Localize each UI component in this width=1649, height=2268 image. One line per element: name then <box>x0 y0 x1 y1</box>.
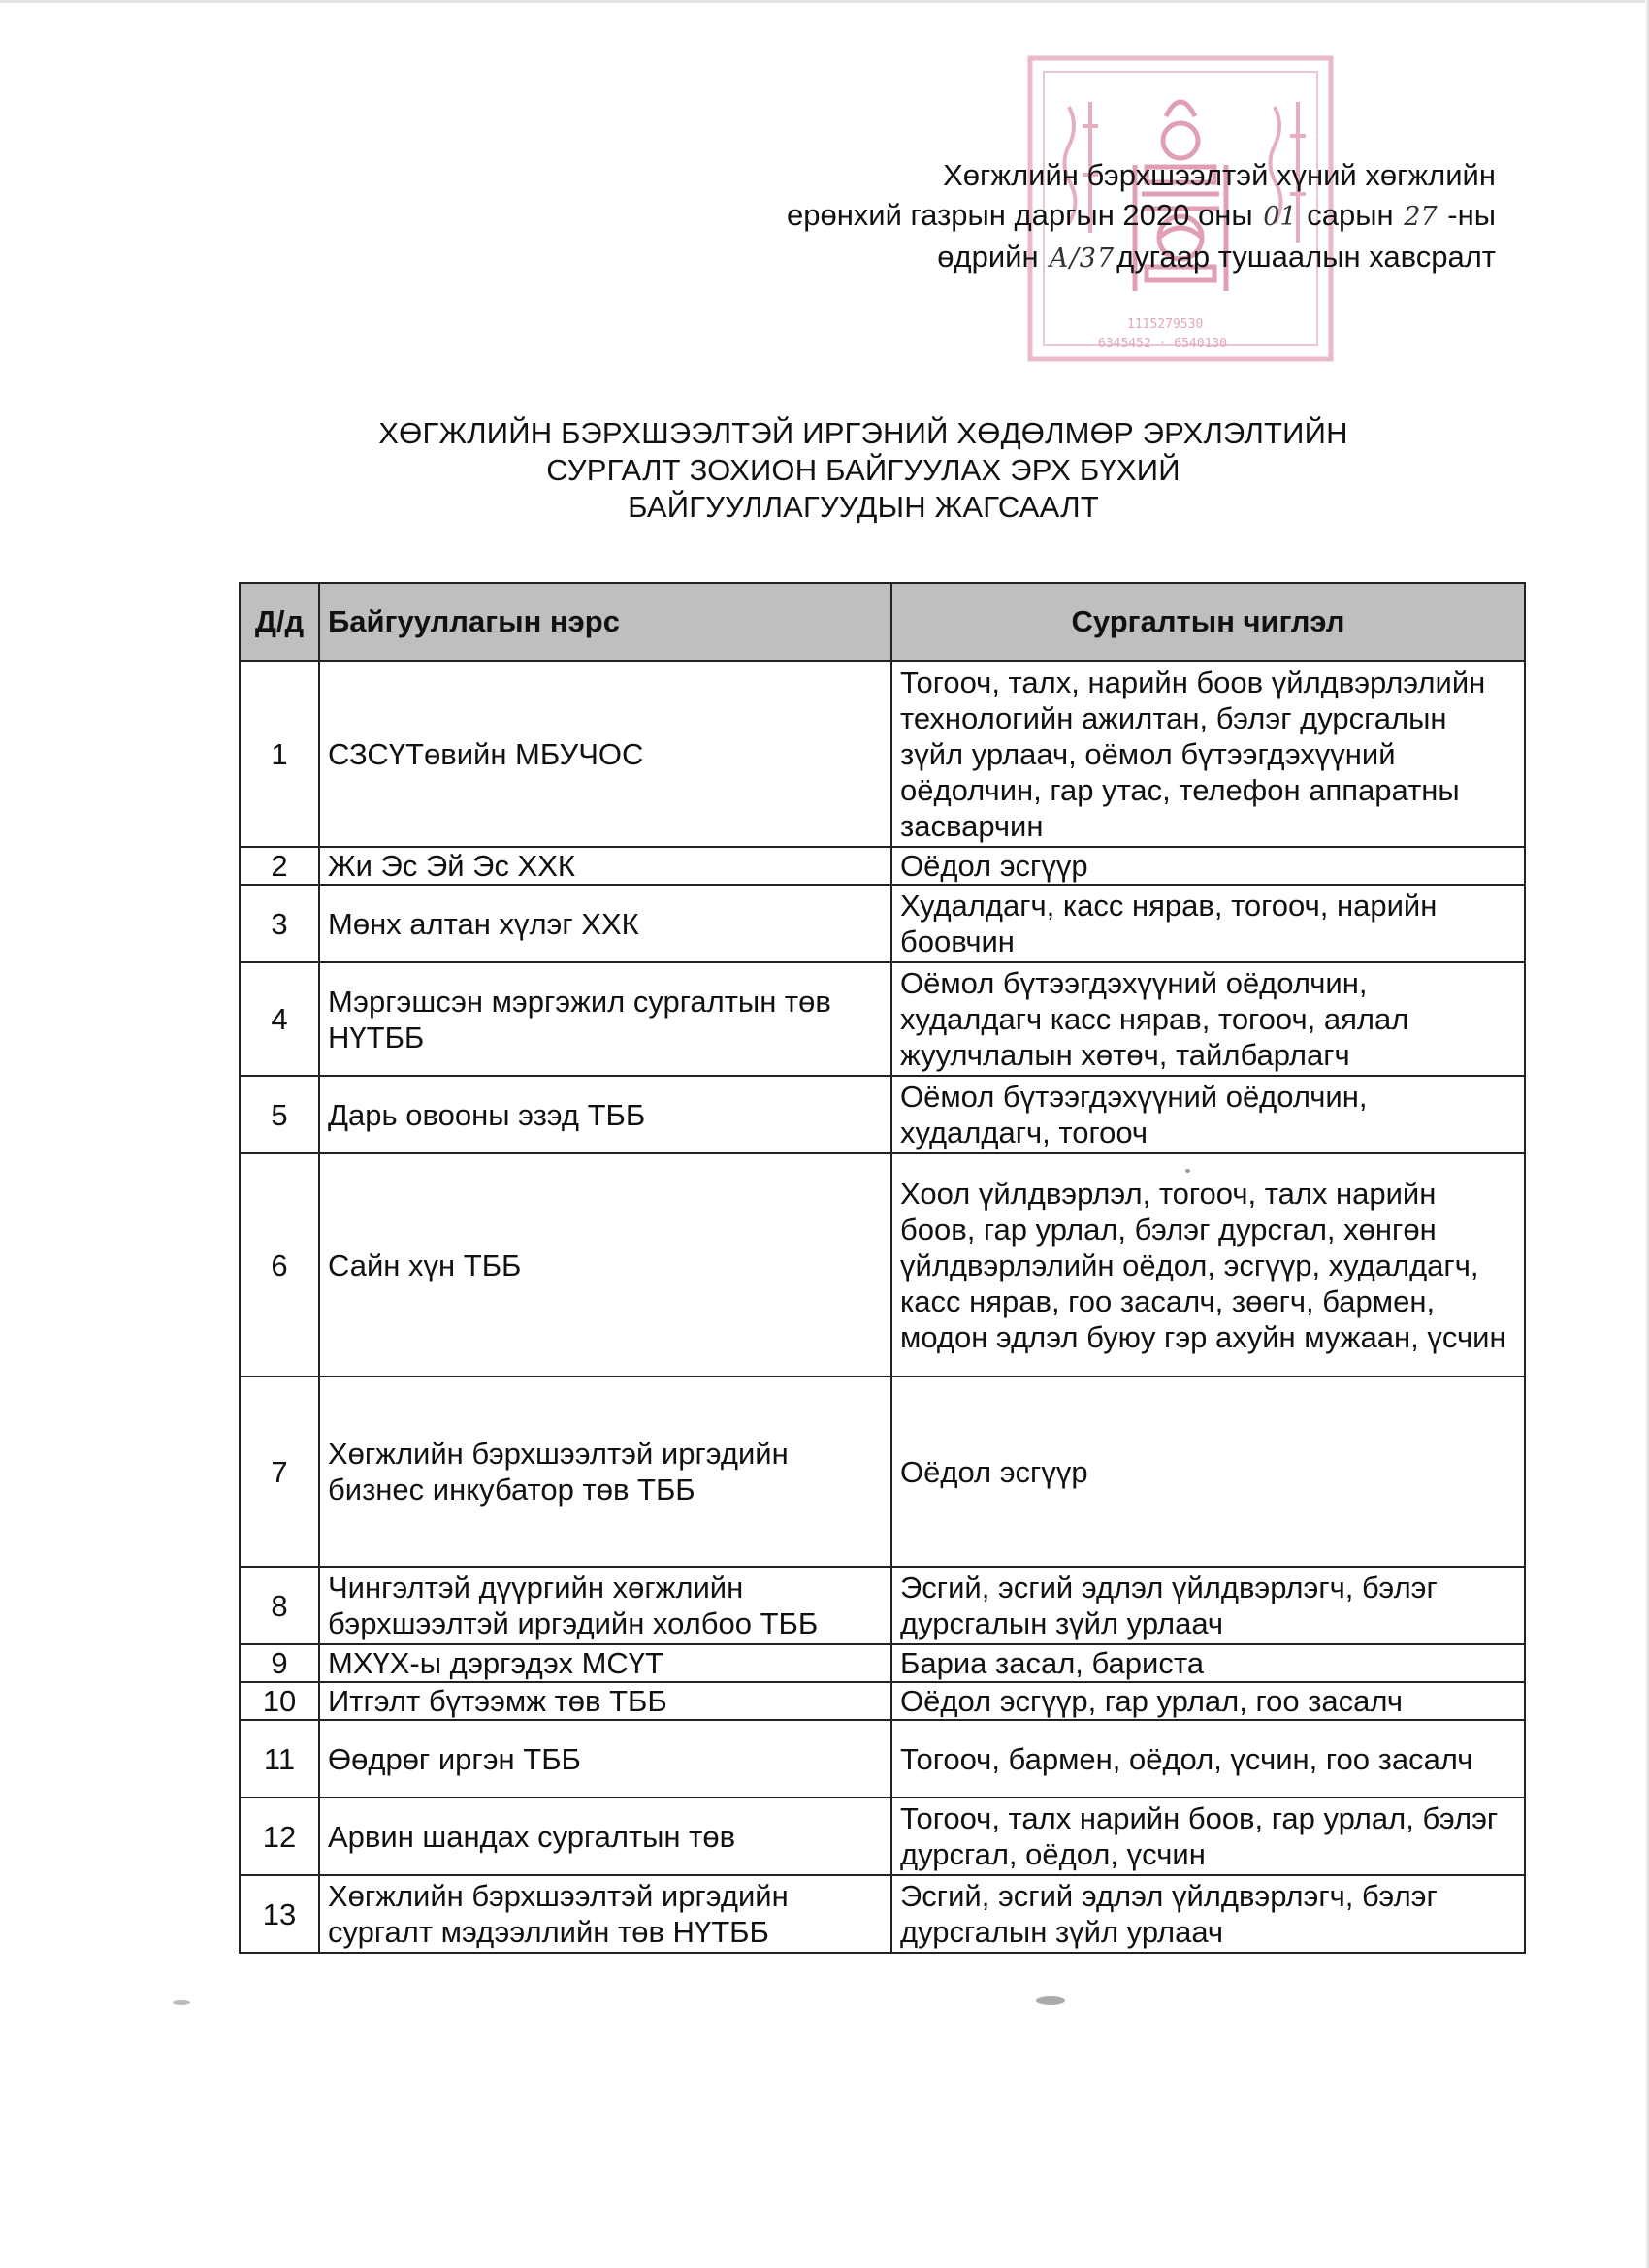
organization-name: СЗСҮТөвийн МБУЧОС <box>319 661 891 847</box>
title-line-1: ХӨГЖЛИЙН БЭРХШЭЭЛТЭЙ ИРГЭНИЙ ХӨДӨЛМӨР ЭРХЛЭЛТИЙН <box>378 416 1348 450</box>
appendix-month-label: сарын <box>1307 198 1394 232</box>
header-organization-name: Байгууллагын нэрс <box>319 583 891 661</box>
appendix-line-2 <box>623 195 1496 237</box>
training-direction: Тогооч, талх нарийн боов, гар урлал, бэлэг дурсгал, оёдол, үсчин <box>891 1798 1525 1875</box>
organization-name: Мөнх алтан хүлэг ХХК <box>319 885 891 962</box>
handwritten-order-number: А/37 <box>1049 243 1116 274</box>
table-row <box>240 885 1525 962</box>
appendix-line-3-end: дугаар тушаалын хавсралт <box>1116 240 1496 274</box>
table-row <box>240 1076 1525 1153</box>
seal-code-2: 6345452 · 6540130 <box>1098 337 1228 351</box>
row-number: 6 <box>240 1153 319 1377</box>
appendix-reference <box>623 155 1496 278</box>
organizations-table <box>239 582 1526 1954</box>
scan-edge <box>0 0 1649 3</box>
table-row <box>240 1682 1525 1720</box>
table-row <box>240 1377 1525 1567</box>
header-training-direction: Сургалтын чиглэл <box>891 583 1525 661</box>
training-direction: Тогооч, талх, нарийн боов үйлдвэрлэлийн технологийн ажилтан, бэлэг дурсгалын зүйл урлаач, оёмол бүтээгдэхүүний оёдолчин, гар утас, телефон аппаратны засварчин <box>891 661 1525 847</box>
training-direction: Оёмол бүтээгдэхүүний оёдолчин, худалдагч, тогооч <box>891 1076 1525 1153</box>
appendix-line-2-text: ерөнхий газрын даргын 2020 оны <box>786 198 1253 232</box>
organization-name: Дарь овооны эзэд ТББ <box>319 1076 891 1153</box>
appendix-line-3 <box>623 237 1496 278</box>
organization-name: Өөдрөг иргэн ТББ <box>319 1720 891 1798</box>
row-number: 5 <box>240 1076 319 1153</box>
training-direction: Эсгий, эсгий эдлэл үйлдвэрлэгч, бэлэг дурсгалын зүйл урлаач <box>891 1875 1525 1953</box>
training-direction: Оёмол бүтээгдэхүүний оёдолчин, худалдагч касс нярав, тогооч, аялал жуулчлалын хөтөч, тайлбарлагч <box>891 962 1525 1076</box>
scan-speck <box>1185 1169 1190 1173</box>
table-row <box>240 1798 1525 1875</box>
organization-name: Сайн хүн ТББ <box>319 1153 891 1377</box>
row-number: 10 <box>240 1682 319 1720</box>
training-direction: Хоол үйлдвэрлэл, тогооч, талх нарийн боов, гар урлал, бэлэг дурсгал, хөнгөн үйлдвэрлэлийн оёдол, эсгүүр, худалдагч, касс нярав, гоо засалч, зөөгч, бармен, модон эдлэл буюу гэр ахуйн мужаан, үсчин <box>891 1153 1525 1377</box>
table-row <box>240 962 1525 1076</box>
organization-name: Мэргэшсэн мэргэжил сургалтын төв НҮТББ <box>319 962 891 1076</box>
table-row <box>240 1567 1525 1644</box>
table-row <box>240 847 1525 885</box>
table-header-row <box>240 583 1525 661</box>
document-title <box>242 415 1484 526</box>
appendix-line-3-text: өдрийн <box>937 240 1039 274</box>
row-number: 7 <box>240 1377 319 1567</box>
organization-name: Хөгжлийн бэрхшээлтэй иргэдийн сургалт мэдээллийн төв НҮТББ <box>319 1875 891 1953</box>
table-row <box>240 1875 1525 1953</box>
training-direction: Худалдагч, касс нярав, тогооч, нарийн боовчин <box>891 885 1525 962</box>
scan-speck <box>173 2000 190 2005</box>
training-direction: Оёдол эсгүүр <box>891 1377 1525 1567</box>
row-number: 9 <box>240 1644 319 1682</box>
seal-code-1: 1115279530 <box>1127 317 1204 332</box>
organization-name: Жи Эс Эй Эс ХХК <box>319 847 891 885</box>
table-row <box>240 1720 1525 1798</box>
training-direction: Оёдол эсгүүр, гар урлал, гоо засалч <box>891 1682 1525 1720</box>
training-direction: Бариа засал, бариста <box>891 1644 1525 1682</box>
scan-edge-right <box>1645 0 1649 2268</box>
title-line-3: БАЙГУУЛЛАГУУДЫН ЖАГСААЛТ <box>628 490 1099 524</box>
organization-name: Хөгжлийн бэрхшээлтэй иргэдийн бизнес инкубатор төв ТББ <box>319 1377 891 1567</box>
appendix-line-1: Хөгжлийн бэрхшээлтэй хүний хөгжлийн <box>943 158 1496 192</box>
row-number: 3 <box>240 885 319 962</box>
organization-name: МХҮХ-ы дэргэдэх МСҮТ <box>319 1644 891 1682</box>
handwritten-month: 01 <box>1263 202 1297 232</box>
row-number: 1 <box>240 661 319 847</box>
table-row <box>240 661 1525 847</box>
row-number: 11 <box>240 1720 319 1798</box>
organization-name: Чингэлтэй дүүргийн хөгжлийн бэрхшээлтэй иргэдийн холбоо ТББ <box>319 1567 891 1644</box>
organization-name: Итгэлт бүтээмж төв ТББ <box>319 1682 891 1720</box>
handwritten-day: 27 <box>1404 202 1438 232</box>
table-row <box>240 1153 1525 1377</box>
appendix-day-suffix: -ны <box>1447 198 1496 232</box>
row-number: 8 <box>240 1567 319 1644</box>
organization-name: Арвин шандах сургалтын төв <box>319 1798 891 1875</box>
title-line-2: СУРГАЛТ ЗОХИОН БАЙГУУЛАХ ЭРХ БҮХИЙ <box>546 453 1180 487</box>
row-number: 4 <box>240 962 319 1076</box>
scan-speck <box>1036 1996 1065 2005</box>
training-direction: Эсгий, эсгий эдлэл үйлдвэрлэгч, бэлэг дурсгалын зүйл урлаач <box>891 1567 1525 1644</box>
training-direction: Оёдол эсгүүр <box>891 847 1525 885</box>
training-direction: Тогооч, бармен, оёдол, үсчин, гоо засалч <box>891 1720 1525 1798</box>
row-number: 12 <box>240 1798 319 1875</box>
header-number: Д/д <box>240 583 319 661</box>
row-number: 2 <box>240 847 319 885</box>
table-row <box>240 1644 1525 1682</box>
row-number: 13 <box>240 1875 319 1953</box>
